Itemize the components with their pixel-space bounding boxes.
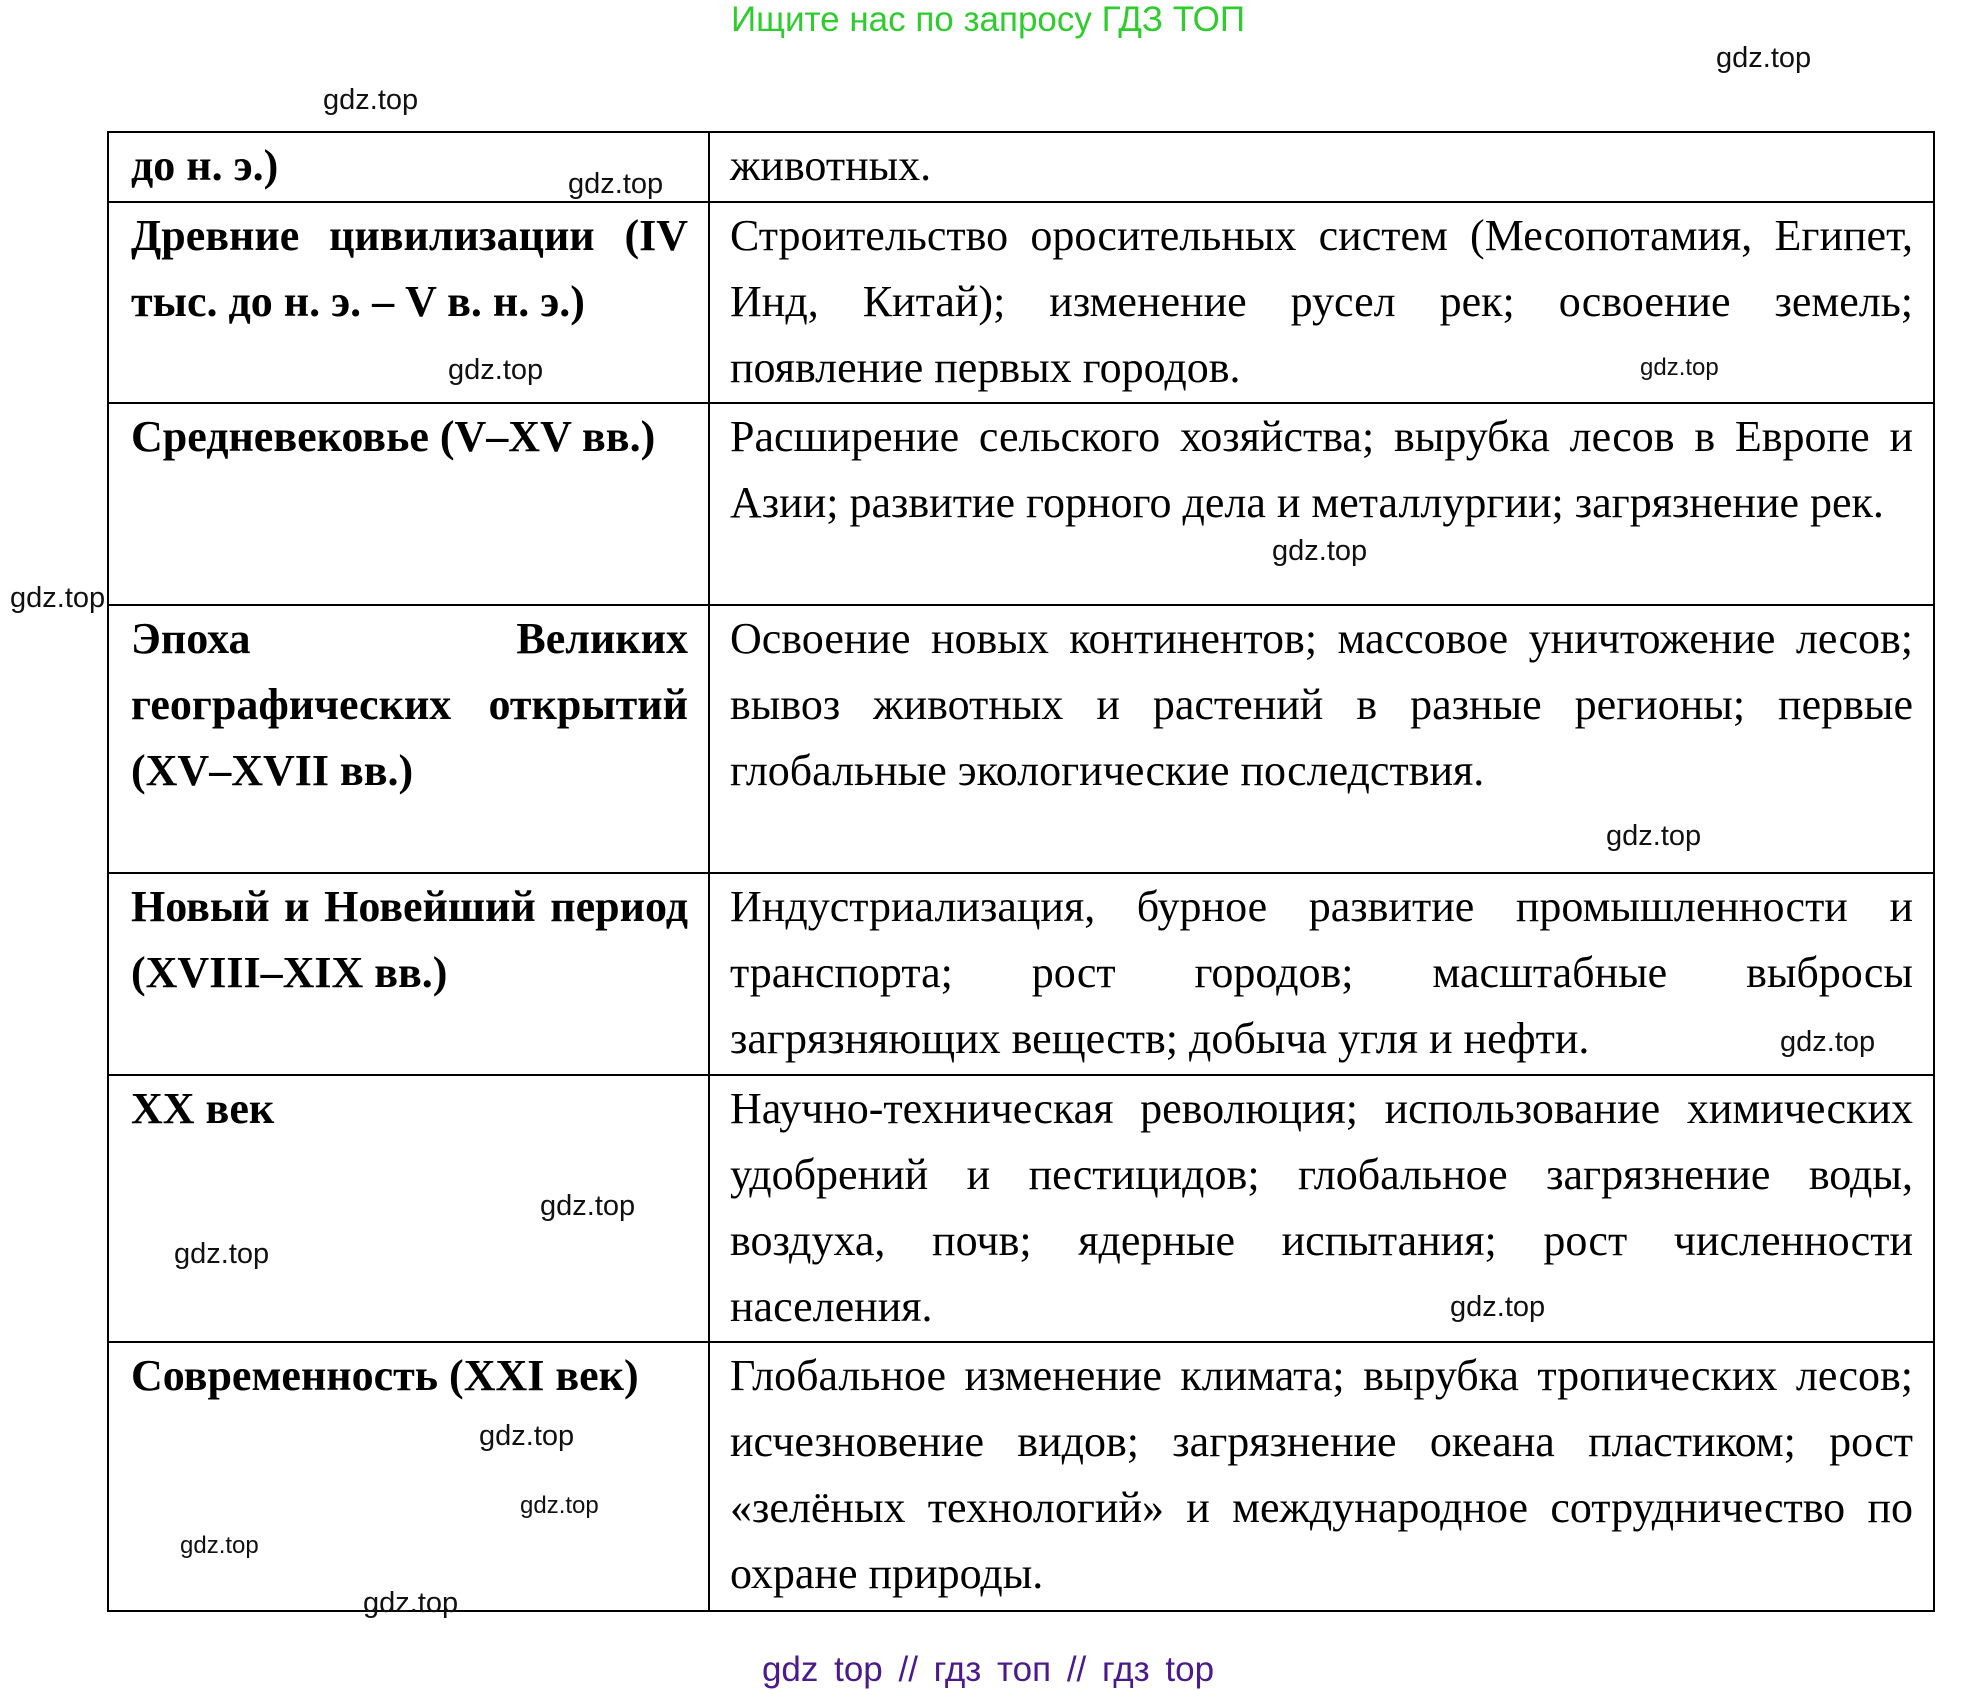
impact-cell: Индустриализация, бурное развитие промышленности и транспорта; рост городов; масштабные выбросы загрязняющих веществ; добыча угля и нефти.	[709, 873, 1934, 1075]
watermark: gdz.top	[479, 1420, 575, 1452]
watermark: gdz.top	[540, 1190, 636, 1222]
watermark: gdz.top	[363, 1587, 459, 1619]
impact-cell: Глобальное изменение климата; вырубка тропических лесов; исчезновение видов; загрязнение океана пластиком; рост «зелёных технологий» и международное сотрудничество по охране природы.	[709, 1342, 1934, 1611]
watermark: gdz.top	[1640, 354, 1719, 381]
impact-cell: Научно-техническая революция; использование химических удобрений и пестицидов; глобальное загрязнение воды, воздуха, почв; ядерные испытания; рост численности населения.	[709, 1075, 1934, 1342]
table-row	[108, 403, 1934, 605]
impact-cell: Строительство оросительных систем (Месопотамия, Египет, Инд, Китай); изменение русел рек; освоение земель; появление первых городов.	[709, 202, 1934, 403]
search-hint-banner: Ищите нас по запросу ГДЗ ТОП	[731, 0, 1245, 39]
watermark: gdz.top	[174, 1238, 270, 1270]
period-cell: XX век	[108, 1075, 709, 1342]
impact-cell: Расширение сельского хозяйства; вырубка лесов в Европе и Азии; развитие горного дела и металлургии; загрязнение рек.	[709, 403, 1934, 605]
table-row	[108, 1075, 1934, 1342]
period-cell: Средневековье (V–XV вв.)	[108, 403, 709, 605]
period-cell: до н. э.)	[108, 132, 709, 202]
table-row	[108, 1342, 1934, 1611]
impact-cell: Освоение новых континентов; массовое уничтожение лесов; вывоз животных и растений в разные регионы; первые глобальные экологические последствия.	[709, 605, 1934, 873]
watermark: gdz.top	[180, 1532, 259, 1559]
table-row	[108, 132, 1934, 202]
period-cell: Эпоха Великих географических открытий (XV–XVII вв.)	[108, 605, 709, 873]
watermark: gdz.top	[448, 354, 544, 386]
period-cell: Современность (XXI век)	[108, 1342, 709, 1611]
period-cell: Древние цивилизации (IV тыс. до н. э. – V в. н. э.)	[108, 202, 709, 403]
footer-links: gdz top // гдз топ // гдз top	[761, 1650, 1215, 1689]
period-cell: Новый и Новейший период (XVIII–XIX вв.)	[108, 873, 709, 1075]
watermark: gdz.top	[323, 84, 419, 116]
watermark: gdz.top	[568, 168, 664, 200]
watermark: gdz.top	[520, 1492, 599, 1519]
impact-cell: животных.	[709, 132, 1934, 202]
table-row	[108, 873, 1934, 1075]
watermark: gdz.top	[1716, 42, 1812, 74]
watermark: gdz.top	[1780, 1026, 1876, 1058]
watermark: gdz.top	[1272, 535, 1368, 567]
watermark: gdz.top	[10, 582, 106, 614]
watermark: gdz.top	[1450, 1291, 1546, 1323]
watermark: gdz.top	[1606, 820, 1702, 852]
